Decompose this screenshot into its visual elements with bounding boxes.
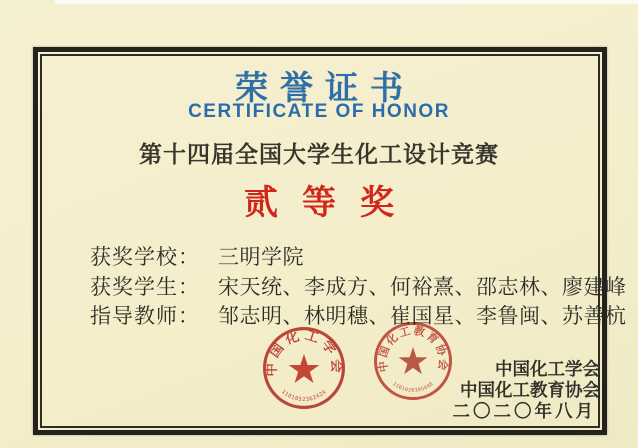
issuer-name-2: 中国化工教育协会 bbox=[460, 381, 600, 401]
seal-ciesc-text: 中国化工学会 bbox=[263, 327, 345, 377]
seal-ciesc bbox=[263, 326, 345, 407]
seal-ccea-serial: 1101020395448 bbox=[391, 381, 435, 394]
field-label-school: 获奖学校： bbox=[90, 245, 200, 269]
field-label-students: 获奖学生： bbox=[90, 274, 200, 299]
certificate-title-chinese: 荣誉证书 bbox=[235, 68, 415, 107]
field-label-advisors: 指导教师： bbox=[90, 304, 200, 328]
issuer-block bbox=[453, 360, 601, 423]
seal-ccea-text: 中国化工教育协会 bbox=[375, 323, 451, 373]
award-level: 贰等奖 bbox=[244, 183, 418, 223]
field-value-students: 宋天统、李成方、何裕熹、邵志林、廖建峰 bbox=[218, 274, 627, 299]
official-seals bbox=[255, 316, 467, 418]
competition-name: 第十四届全国大学生化工设计竞赛 bbox=[139, 141, 499, 168]
field-value-advisors: 邹志明、林明穗、崔国星、李鲁闽、苏善杭 bbox=[218, 304, 627, 328]
certificate-title-english: CERTIFICATE OF HONOR bbox=[188, 101, 450, 122]
field-row-students bbox=[90, 271, 627, 301]
star-icon bbox=[289, 354, 319, 383]
star-icon bbox=[399, 347, 428, 374]
seal-ciesc-serial: 1101052362424 bbox=[280, 389, 328, 404]
issuer-name-1: 中国化工学会 bbox=[495, 360, 600, 380]
field-row-school bbox=[90, 241, 610, 271]
issue-date: 二〇二〇年八月 bbox=[452, 402, 596, 422]
field-value-school: 三明学院 bbox=[218, 245, 304, 269]
scan-edge bbox=[55, 0, 638, 4]
seal-ccea bbox=[375, 323, 451, 399]
